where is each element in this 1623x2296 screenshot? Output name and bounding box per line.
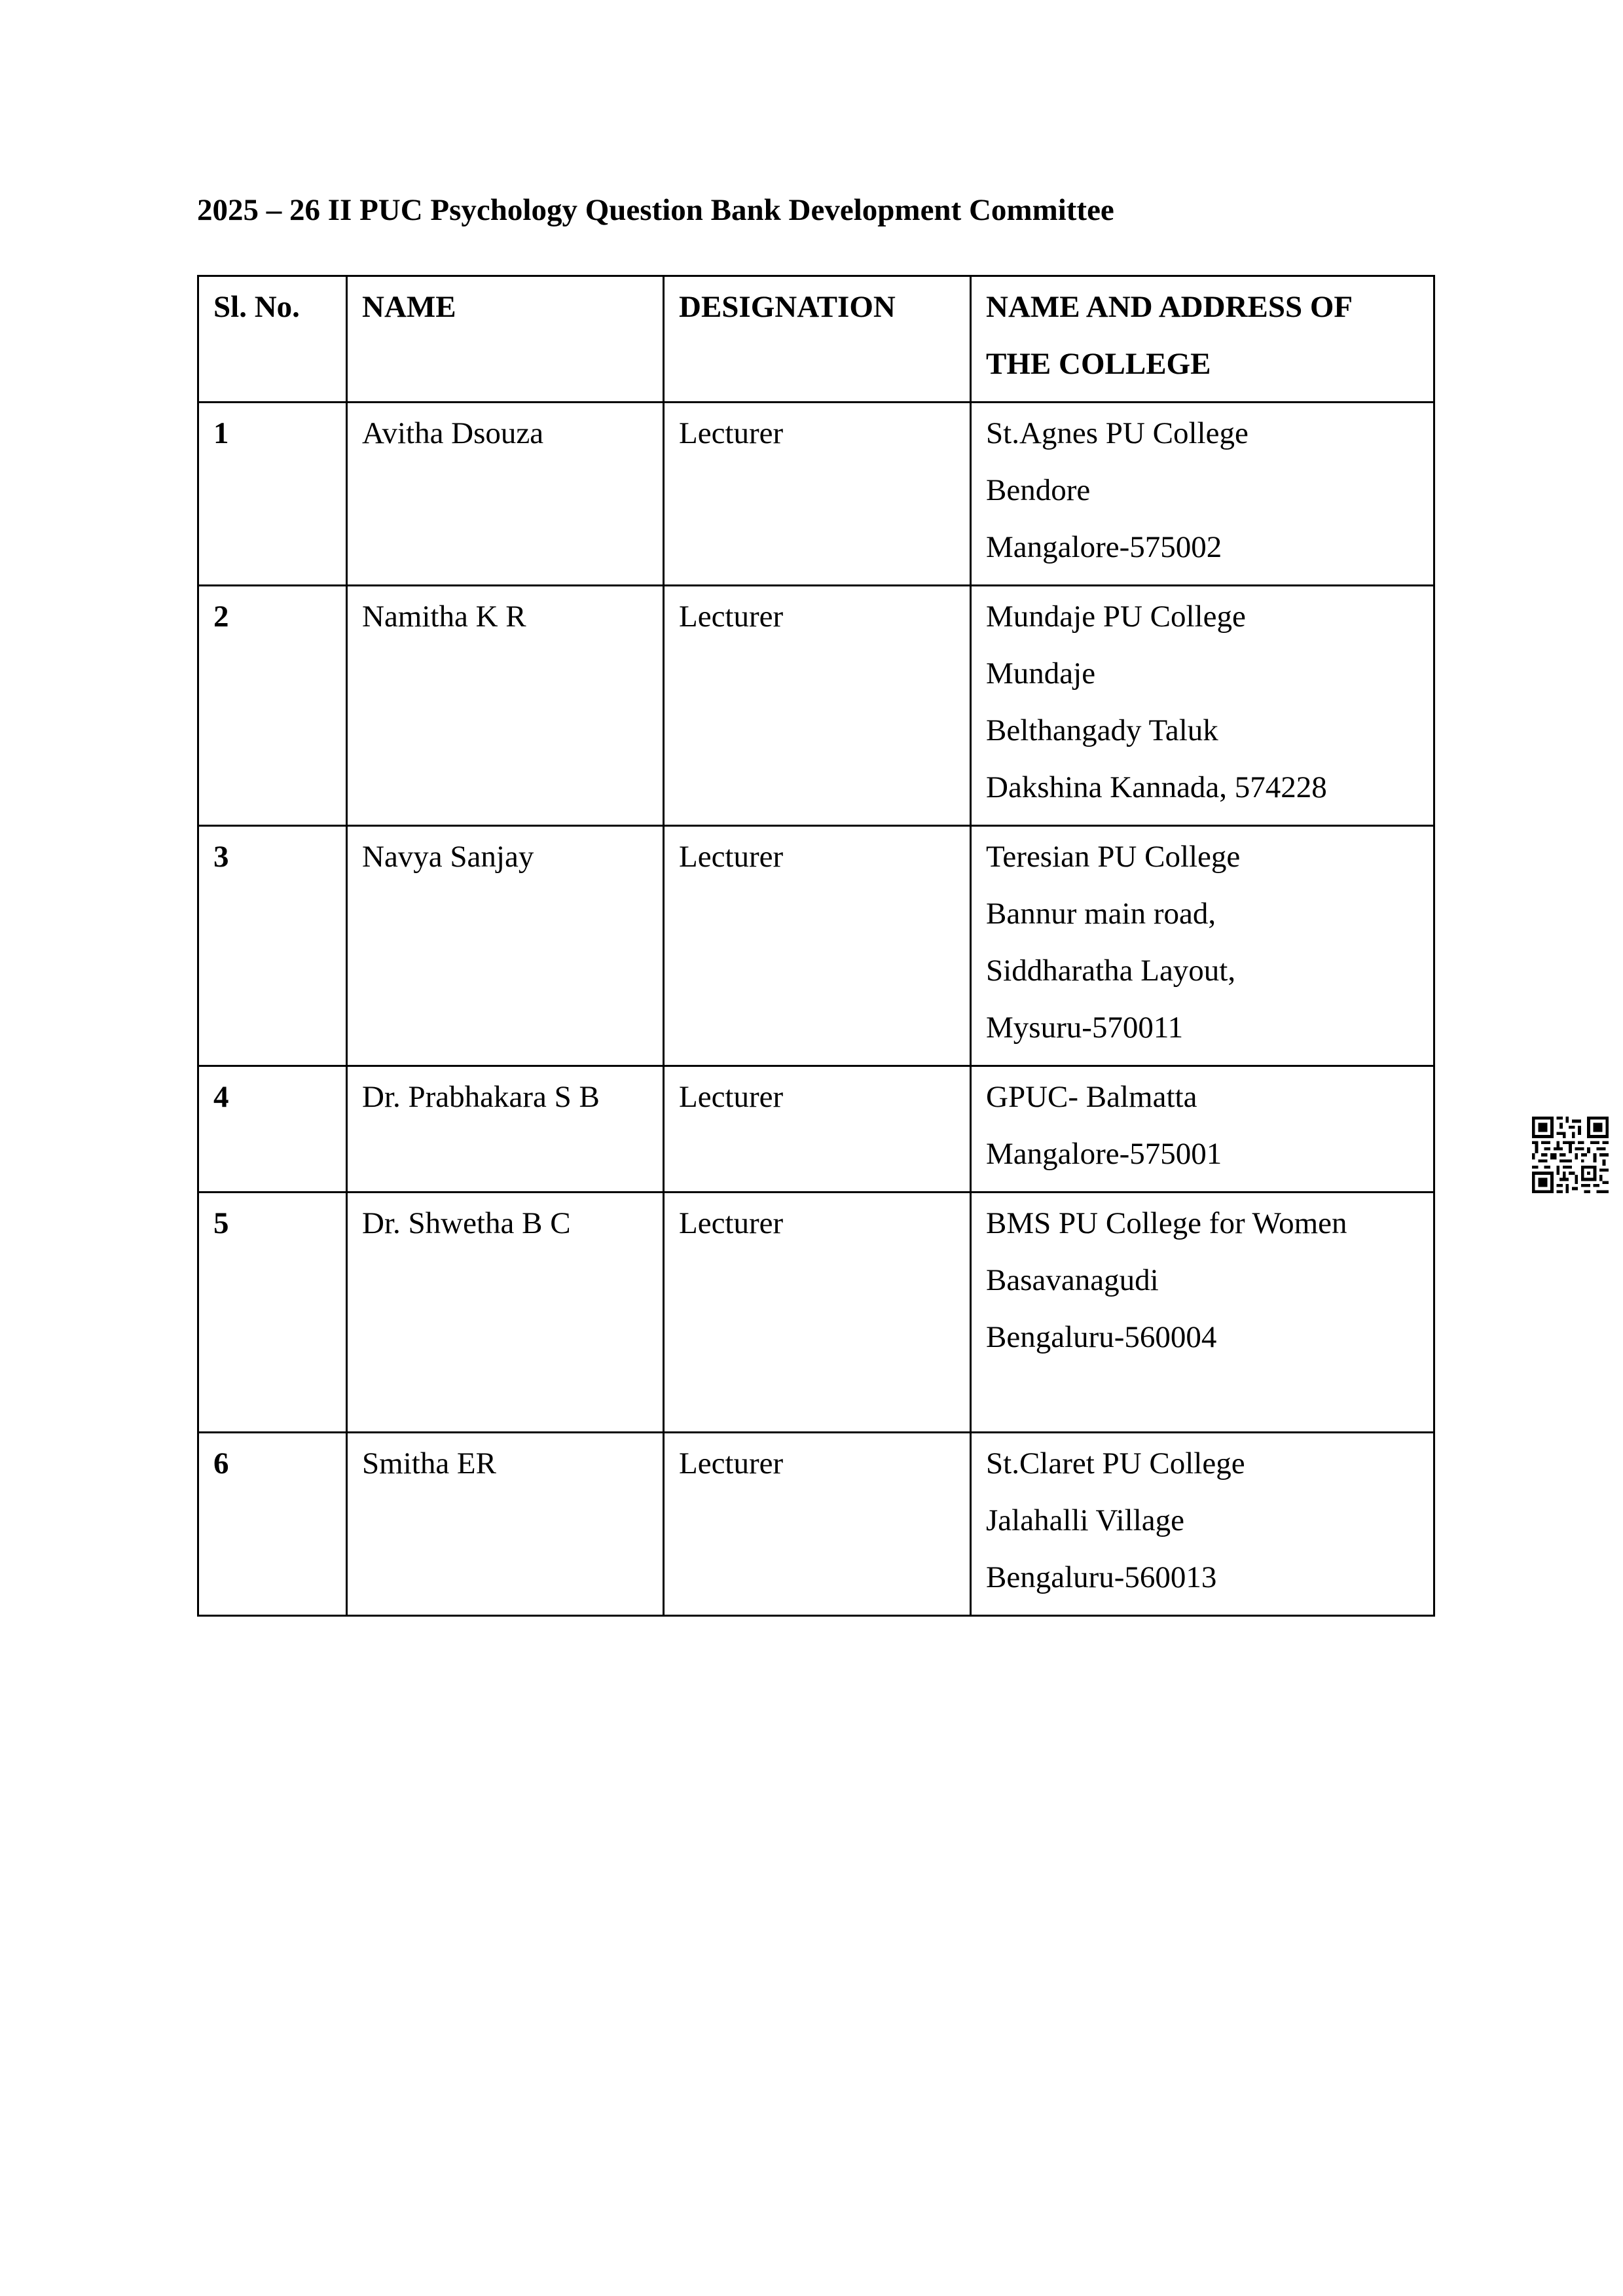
qr-code-icon (1532, 1117, 1609, 1193)
address-line: Bendore (986, 473, 1091, 507)
cell-name: Dr. Shwetha B C (347, 1193, 664, 1433)
cell-name: Dr. Prabhakara S B (347, 1066, 664, 1193)
header-address-line: NAME AND ADDRESS OF (986, 290, 1353, 324)
header-designation: DESIGNATION (664, 276, 971, 403)
address-line: Mangalore-575002 (986, 530, 1222, 564)
cell-sl-no: 2 (198, 586, 347, 826)
header-sl-no: Sl. No. (198, 276, 347, 403)
header-address (971, 276, 1434, 403)
page-title: 2025 – 26 II PUC Psychology Question Bank Development Committee (197, 193, 1114, 227)
cell-sl-no: 4 (198, 1066, 347, 1193)
cell-address (971, 586, 1434, 826)
table-row (198, 826, 1434, 1066)
header-name: NAME (347, 276, 664, 403)
address-line: Mangalore-575001 (986, 1137, 1222, 1171)
cell-address (971, 826, 1434, 1066)
table-row (198, 586, 1434, 826)
table-row (198, 403, 1434, 586)
cell-designation: Lecturer (664, 1433, 971, 1616)
cell-sl-no: 1 (198, 403, 347, 586)
cell-name: Smitha ER (347, 1433, 664, 1616)
table-row (198, 1193, 1434, 1433)
cell-sl-no: 6 (198, 1433, 347, 1616)
address-line: St.Agnes PU College (986, 416, 1249, 450)
cell-address (971, 1066, 1434, 1193)
address-line: GPUC- Balmatta (986, 1080, 1197, 1114)
cell-designation: Lecturer (664, 1193, 971, 1433)
address-line: Mundaje PU College (986, 600, 1246, 634)
address-line: Dakshina Kannada, 574228 (986, 770, 1327, 804)
address-line (986, 1366, 1419, 1423)
cell-name: Avitha Dsouza (347, 403, 664, 586)
table-header-row (198, 276, 1434, 403)
cell-name: Navya Sanjay (347, 826, 664, 1066)
cell-name: Namitha K R (347, 586, 664, 826)
address-line: St.Claret PU College (986, 1446, 1245, 1480)
address-line: Jalahalli Village (986, 1503, 1185, 1537)
cell-designation: Lecturer (664, 586, 971, 826)
cell-address (971, 1433, 1434, 1616)
table-row (198, 1433, 1434, 1616)
cell-address (971, 1193, 1434, 1433)
cell-address (971, 403, 1434, 586)
committee-table (197, 275, 1435, 1617)
address-line: BMS PU College for Women (986, 1206, 1347, 1240)
address-line: Bengaluru-560013 (986, 1560, 1217, 1594)
address-line: Mysuru-570011 (986, 1011, 1184, 1045)
cell-sl-no: 5 (198, 1193, 347, 1433)
address-line: Mundaje (986, 656, 1096, 691)
cell-designation: Lecturer (664, 403, 971, 586)
address-line: Teresian PU College (986, 840, 1241, 874)
cell-designation: Lecturer (664, 826, 971, 1066)
address-line: Bengaluru-560004 (986, 1320, 1217, 1354)
header-address-line: THE COLLEGE (986, 347, 1211, 381)
cell-designation: Lecturer (664, 1066, 971, 1193)
address-line: Belthangady Taluk (986, 713, 1218, 747)
cell-sl-no: 3 (198, 826, 347, 1066)
table-row (198, 1066, 1434, 1193)
address-line: Bannur main road, (986, 897, 1216, 931)
address-line: Basavanagudi (986, 1263, 1159, 1297)
address-line: Siddharatha Layout, (986, 954, 1236, 988)
